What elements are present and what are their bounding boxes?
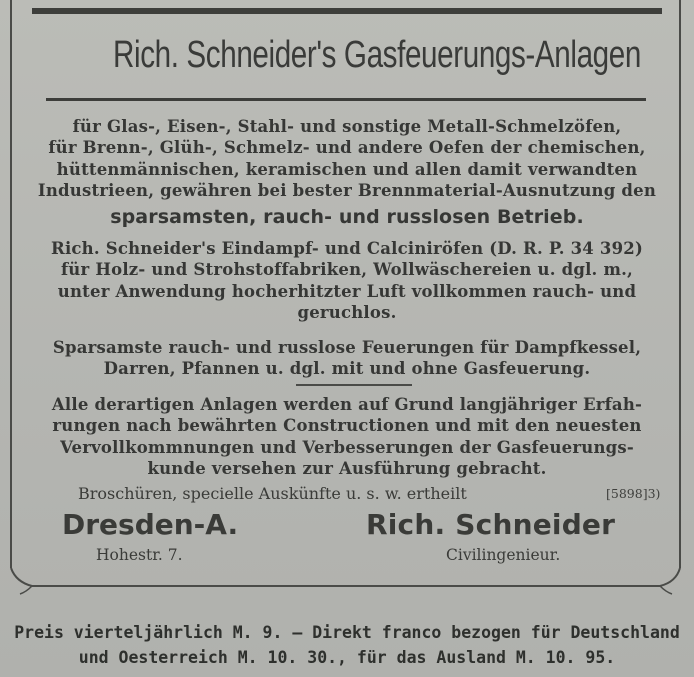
- intro-line: für Brenn-, Glüh-, Schmelz- und andere Oefen der chemischen,: [48, 138, 646, 158]
- price-line: Preis vierteljährlich M. 9. — Direkt franco bezogen für Deutschland: [14, 623, 680, 642]
- boiler-line: Darren, Pfannen u. dgl. mit und ohne Gasfeuerung.: [103, 359, 591, 379]
- experience-line: kunde versehen zur Ausführung gebracht.: [147, 458, 547, 478]
- calcinier-line: Rich. Schneider's Eindampf- und Calciniröfen (D. R. P. 34 392): [51, 239, 643, 258]
- advertiser-role: Civilingenieur.: [446, 546, 561, 564]
- title-underline: [46, 98, 646, 101]
- intro-line: hüttenmännischen, keramischen und allen damit verwandten: [56, 159, 638, 179]
- boiler-paragraph: [34, 337, 660, 380]
- price-notice: [0, 620, 694, 670]
- calcinier-line: für Holz- und Strohstoffabriken, Wollwäschereien u. dgl. m.,: [61, 260, 633, 280]
- intro-line: für Glas-, Eisen-, Stahl- und sonstige Metall-Schmelzöfen,: [72, 117, 622, 136]
- experience-line: Vervollkommnungen und Verbesserungen der Gasfeuerungs-: [60, 437, 634, 457]
- advertiser-name: Rich. Schneider: [366, 508, 616, 541]
- section-divider: [296, 384, 412, 386]
- reference-number: [5898]3): [606, 486, 661, 501]
- intro-paragraph: [34, 116, 660, 201]
- experience-line: rungen nach bewährten Constructionen und mit den neuesten: [52, 416, 642, 436]
- calcinier-paragraph: [34, 238, 660, 323]
- calcinier-line: unter Anwendung hocherhitzter Luft vollkommen rauch- und: [57, 281, 637, 301]
- price-line: und Oesterreich M. 10. 30., für das Ausland M. 10. 95.: [78, 648, 616, 667]
- street-address: Hohestr. 7.: [96, 546, 183, 564]
- experience-paragraph: [34, 394, 660, 479]
- contact-line: Broschüren, specielle Auskünfte u. s. w. ertheilt: [78, 484, 467, 503]
- city: Dresden-A.: [62, 508, 239, 541]
- boiler-line: Sparsamste rauch- und russlose Feuerungen für Dampfkessel,: [52, 338, 642, 357]
- top-rule: [32, 8, 662, 14]
- intro-line: Industrieen, gewähren bei bester Brennmaterial-Ausnutzung den: [37, 180, 657, 200]
- emphasis-line: sparsamsten, rauch- und russlosen Betrieb.: [110, 206, 584, 228]
- calcinier-line: geruchlos.: [297, 302, 397, 322]
- ad-title: Rich. Schneider's Gasfeuerungs-Anlagen: [113, 34, 641, 76]
- experience-line: Alle derartigen Anlagen werden auf Grund langjähriger Erfah-: [51, 395, 643, 414]
